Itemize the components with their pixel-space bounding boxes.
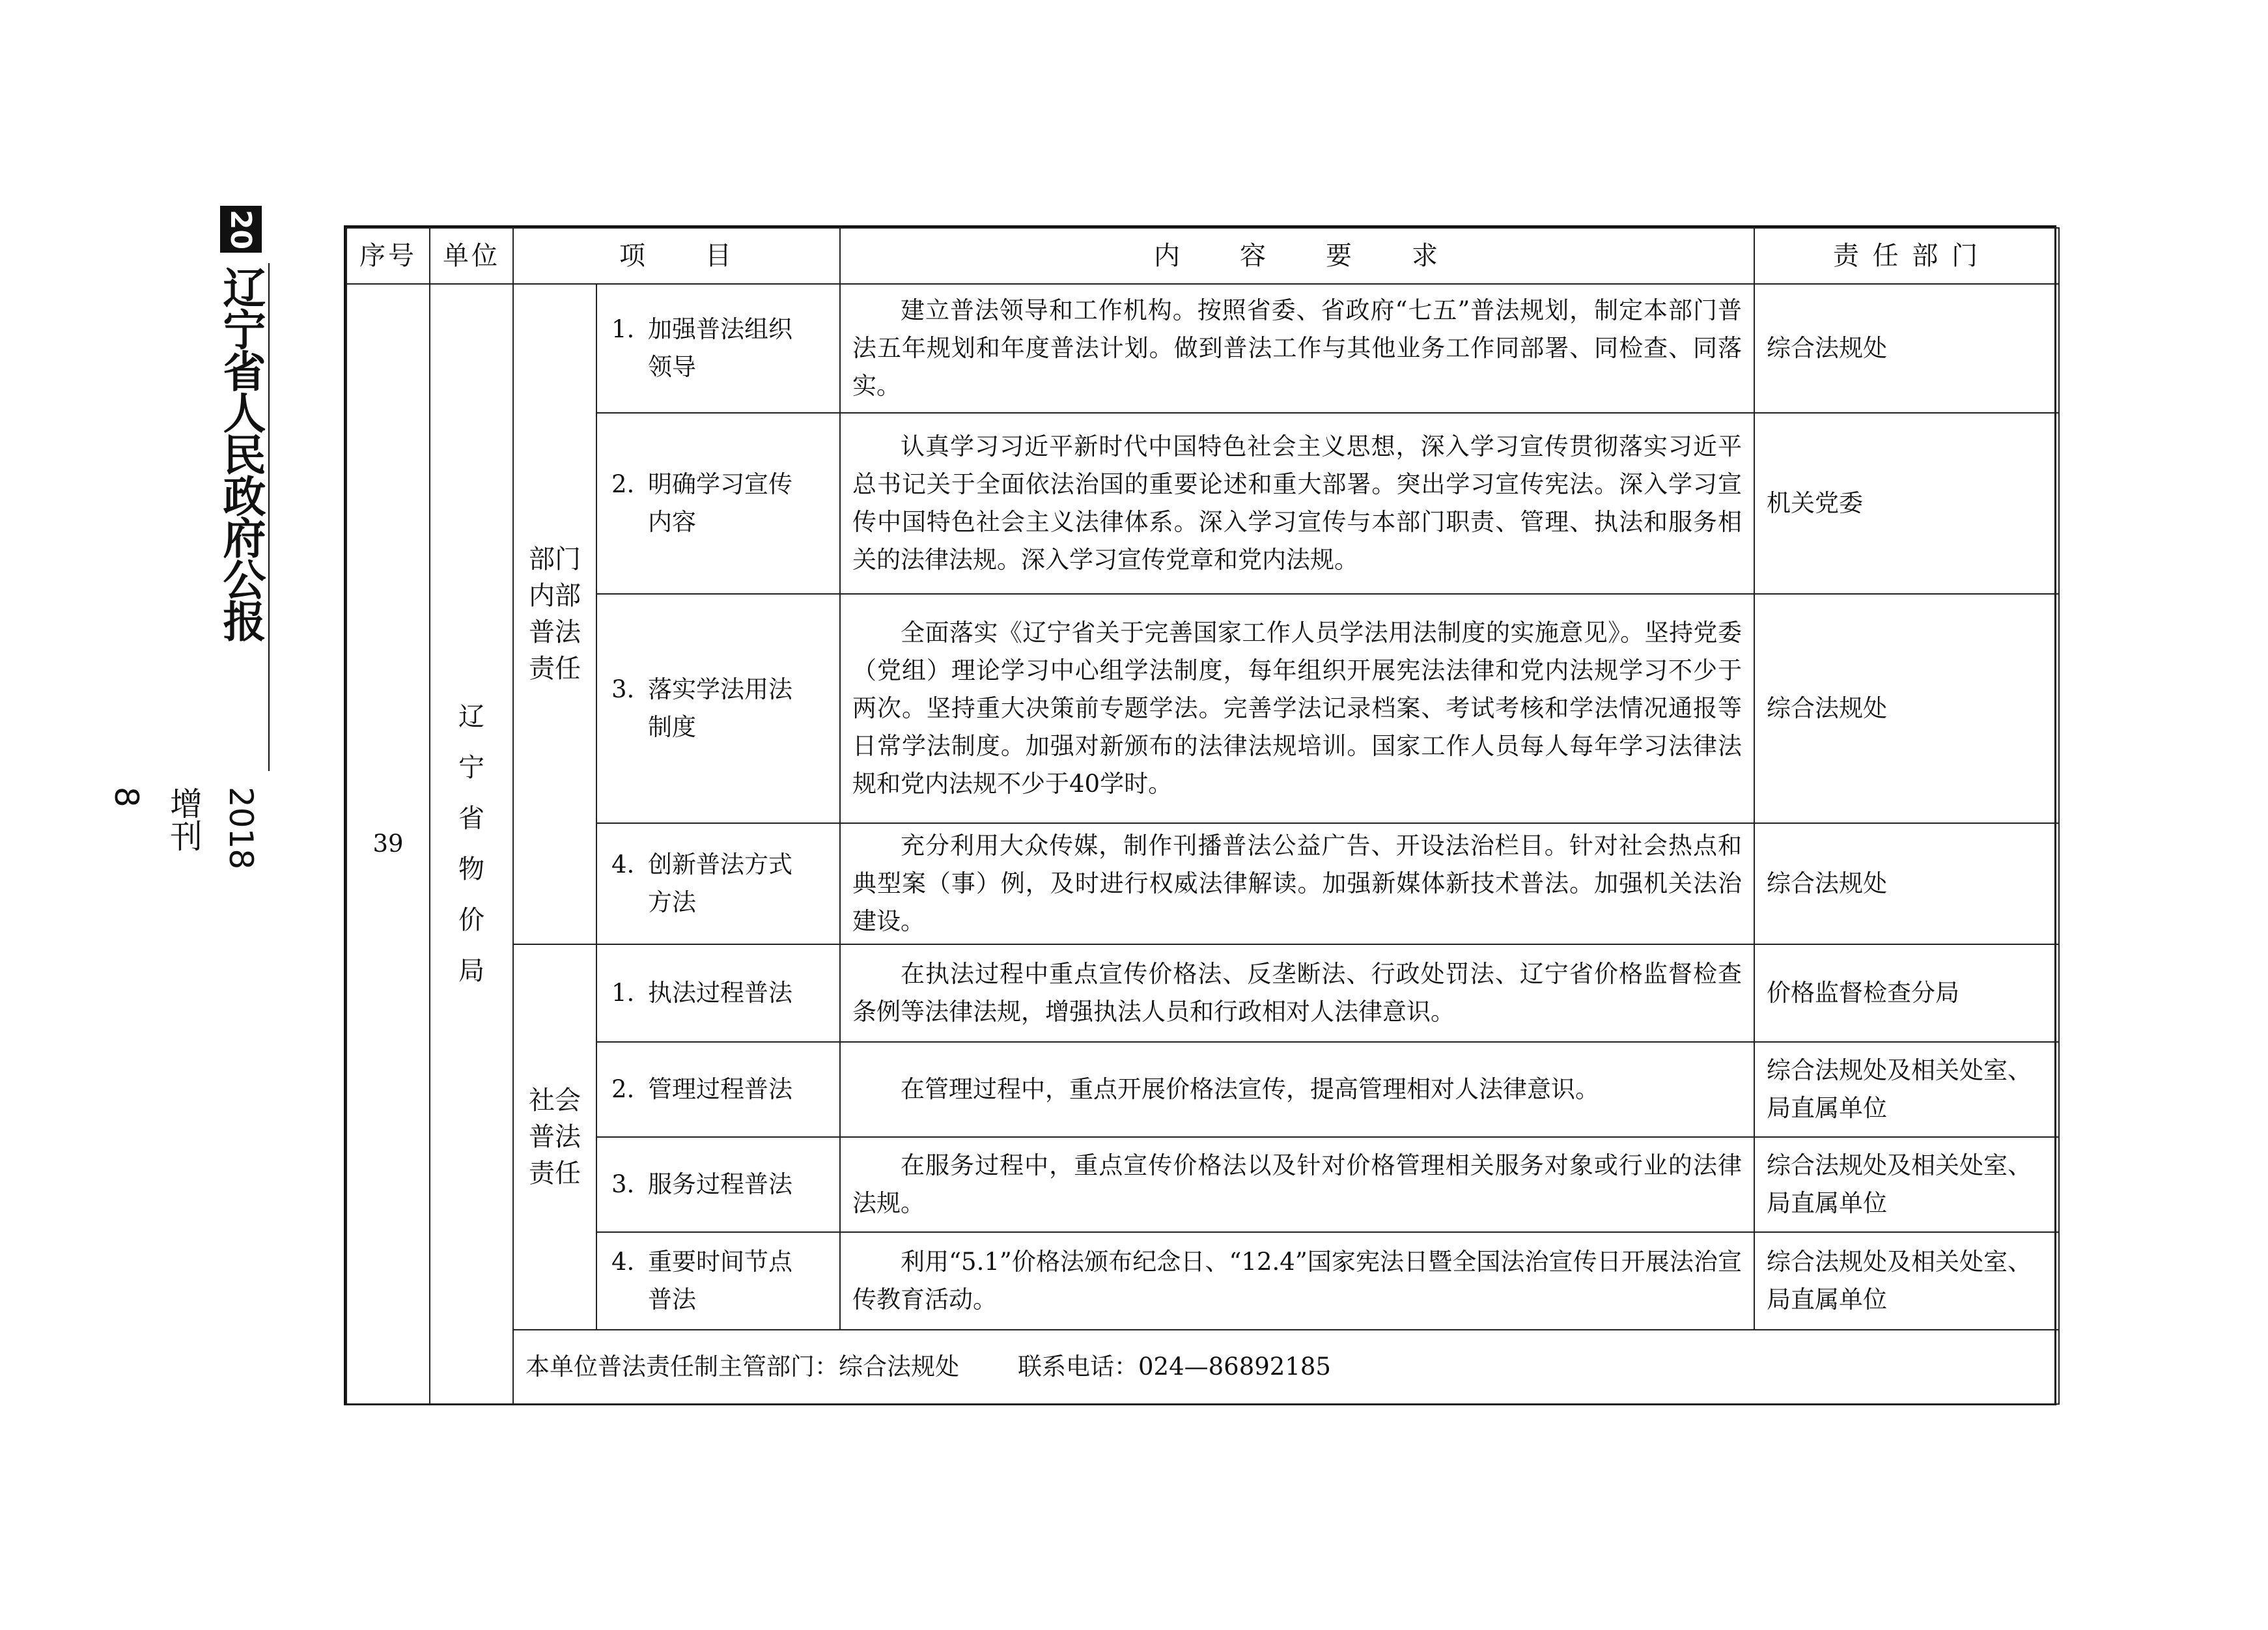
item-cell: 1. 加强普法组织 领导 [596,284,840,413]
item-cell: 2. 明确学习宣传 内容 [596,413,840,594]
footer-row [346,1330,2059,1404]
table-row [346,594,2059,823]
dept-cell: 机关党委 [1754,413,2059,594]
footer-dept: 本单位普法责任制主管部门：综合法规处 [525,1353,959,1381]
item-cell: 3. 落实学法用法 制度 [596,594,840,823]
content-cell: 充分利用大众传媒，制作刊播普法公益广告、开设法治栏目。针对社会热点和典型案（事）例，及时进行权威法律解读。加强新媒体新技术普法。加强机关法治建设。 [840,823,1754,944]
responsibility-table [344,225,2056,1405]
table-row [346,413,2059,594]
footer-phone: 联系电话：024—86892185 [1018,1353,1331,1381]
table-row [346,1232,2059,1330]
category-social: 社会 普法 责任 [513,944,596,1330]
dept-cell: 综合法规处及相关处室、局直属单位 [1754,1042,2059,1137]
table-row [346,944,2059,1042]
issue-label: 2018增刊8 [107,787,260,870]
item-cell: 1. 执法过程普法 [596,944,840,1042]
seq-cell: 39 [346,284,430,1404]
dept-cell: 综合法规处 [1754,284,2059,413]
item-cell: 4. 重要时间节点 普法 [596,1232,840,1330]
table [346,227,2060,1405]
content-cell: 在执法过程中重点宣传价格法、反垄断法、行政处罚法、辽宁省价格监督检查条例等法律法规，增强执法人员和行政相对人法律意识。 [840,944,1754,1042]
item-cell: 3. 服务过程普法 [596,1137,840,1232]
header-rule [268,263,270,771]
unit-cell: 辽 宁 省 物 价 局 [430,284,513,1404]
content-cell: 建立普法领导和工作机构。按照省委、省政府“七五”普法规划，制定本部门普法五年规划和年度普法计划。做到普法工作与其他业务工作同部署、同检查、同落实。 [840,284,1754,413]
item-cell: 2. 管理过程普法 [596,1042,840,1137]
table-row [346,1042,2059,1137]
table-row [346,823,2059,944]
dept-cell: 综合法规处及相关处室、局直属单位 [1754,1137,2059,1232]
footer-cell [513,1330,2059,1404]
dept-cell: 综合法规处 [1754,594,2059,823]
col-header-item: 项 目 [513,228,840,284]
page-side-header [107,206,272,870]
content-cell: 利用“5.1”价格法颁布纪念日、“12.4”国家宪法日暨全国法治宣传日开展法治宣传教育活动。 [840,1232,1754,1330]
header-row [346,228,2059,284]
item-cell: 4. 创新普法方式 方法 [596,823,840,944]
content-cell: 在管理过程中，重点开展价格法宣传，提高管理相对人法律意识。 [840,1042,1754,1137]
table-row [346,284,2059,413]
table-row [346,1137,2059,1232]
dept-cell: 综合法规处 [1754,823,2059,944]
col-header-dept: 责 任 部 门 [1754,228,2059,284]
content-cell: 在服务过程中，重点宣传价格法以及针对价格管理相关服务对象或行业的法律法规。 [840,1137,1754,1232]
col-header-content: 内 容 要 求 [840,228,1754,284]
content-cell: 全面落实《辽宁省关于完善国家工作人员学法用法制度的实施意见》。坚持党委（党组）理论学习中心组学法制度，每年组织开展宪法法律和党内法规学习不少于两次。坚持重大决策前专题学法。完善学法记录档案、考试考核和学法情况通报等日常学法制度。加强对新颁布的法律法规培训。国家工作人员每人每年学习法律法规和党内法规不少于40学时。 [840,594,1754,823]
journal-title: 辽宁省人民政府公报 [216,266,266,641]
page-number: 20 [220,206,262,253]
content-cell: 认真学习习近平新时代中国特色社会主义思想，深入学习宣传贯彻落实习近平总书记关于全面依法治国的重要论述和重大部署。突出学习宣传宪法。深入学习宣传中国特色社会主义法律体系。深入学习宣传与本部门职责、管理、执法和服务相关的法律法规。深入学习宣传党章和党内法规。 [840,413,1754,594]
category-internal: 部门 内部 普法 责任 [513,284,596,944]
dept-cell: 价格监督检查分局 [1754,944,2059,1042]
col-header-seq: 序号 [346,228,430,284]
dept-cell: 综合法规处及相关处室、局直属单位 [1754,1232,2059,1330]
col-header-unit: 单位 [430,228,513,284]
